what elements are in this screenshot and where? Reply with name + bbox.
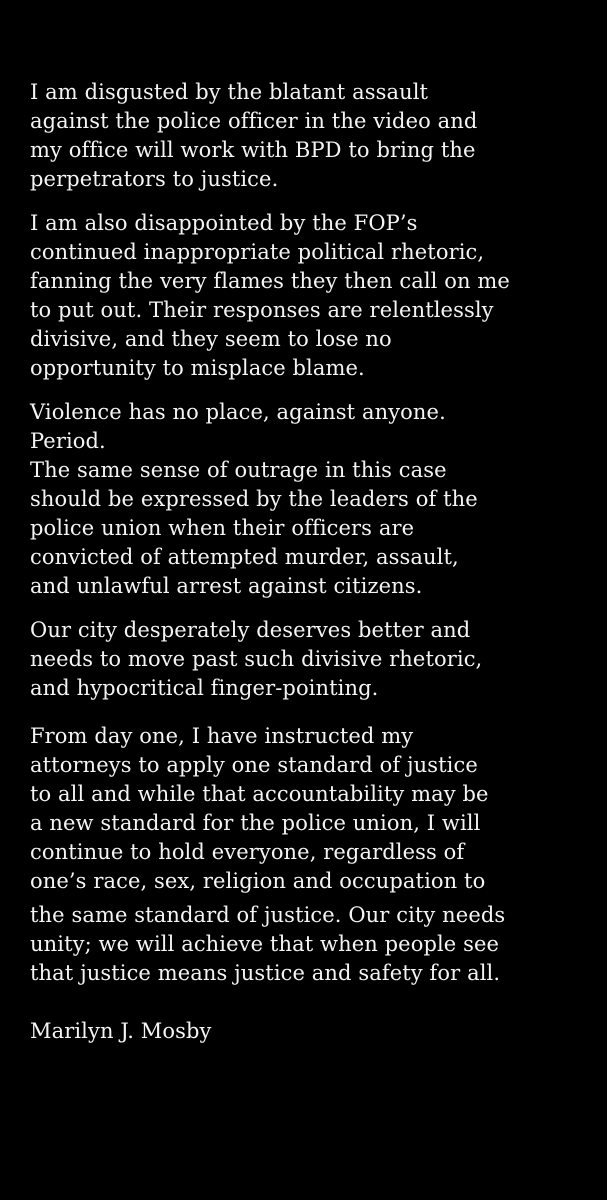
text-line: Our city desperately deserves better and — [30, 618, 471, 642]
text-line: I am also disappointed by the FOP’s — [30, 211, 418, 235]
text-line: a new standard for the police union, I will — [30, 811, 481, 835]
statement-text-block — [30, 78, 590, 1046]
paragraph-city-deserves-better — [30, 616, 590, 703]
text-line: should be expressed by the leaders of the — [30, 487, 478, 511]
paragraph-standard-of-justice — [30, 722, 590, 896]
paragraph-assault-condemnation — [30, 78, 590, 194]
text-line: that justice means justice and safety for all. — [30, 961, 501, 985]
text-line: and hypocritical finger-pointing. — [30, 676, 379, 700]
paragraph-violence — [30, 398, 590, 456]
text-line: needs to move past such divisive rhetoric, — [30, 647, 483, 671]
text-line: and unlawful arrest against citizens. — [30, 574, 423, 598]
text-line: opportunity to misplace blame. — [30, 356, 365, 380]
text-line: against the police officer in the video and — [30, 109, 478, 133]
paragraph-outrage — [30, 456, 590, 601]
text-line: Period. — [30, 429, 106, 453]
text-line: unity; we will achieve that when people see — [30, 932, 500, 956]
text-line: divisive, and they seem to lose no — [30, 327, 392, 351]
text-line: my office will work with BPD to bring the — [30, 138, 476, 162]
text-line: The same sense of outrage in this case — [30, 458, 447, 482]
text-line: continue to hold everyone, regardless of — [30, 840, 465, 864]
text-line: to all and while that accountability may be — [30, 782, 489, 806]
text-line: fanning the very flames they then call on me — [30, 269, 510, 293]
paragraph-fop-rhetoric — [30, 209, 590, 383]
text-line: the same standard of justice. Our city needs — [30, 903, 506, 927]
text-line: to put out. Their responses are relentlessly — [30, 298, 494, 322]
text-line: convicted of attempted murder, assault, — [30, 545, 459, 569]
paragraph-unity — [30, 901, 590, 988]
signature: Marilyn J. Mosby — [30, 1019, 212, 1043]
text-line: From day one, I have instructed my — [30, 724, 414, 748]
text-line: attorneys to apply one standard of justice — [30, 753, 478, 777]
text-line: perpetrators to justice. — [30, 167, 279, 191]
text-line: continued inappropriate political rhetoric, — [30, 240, 485, 264]
text-line: Violence has no place, against anyone. — [30, 400, 446, 424]
text-line: police union when their officers are — [30, 516, 415, 540]
text-line: one’s race, sex, religion and occupation to — [30, 869, 486, 893]
text-line: I am disgusted by the blatant assault — [30, 80, 429, 104]
